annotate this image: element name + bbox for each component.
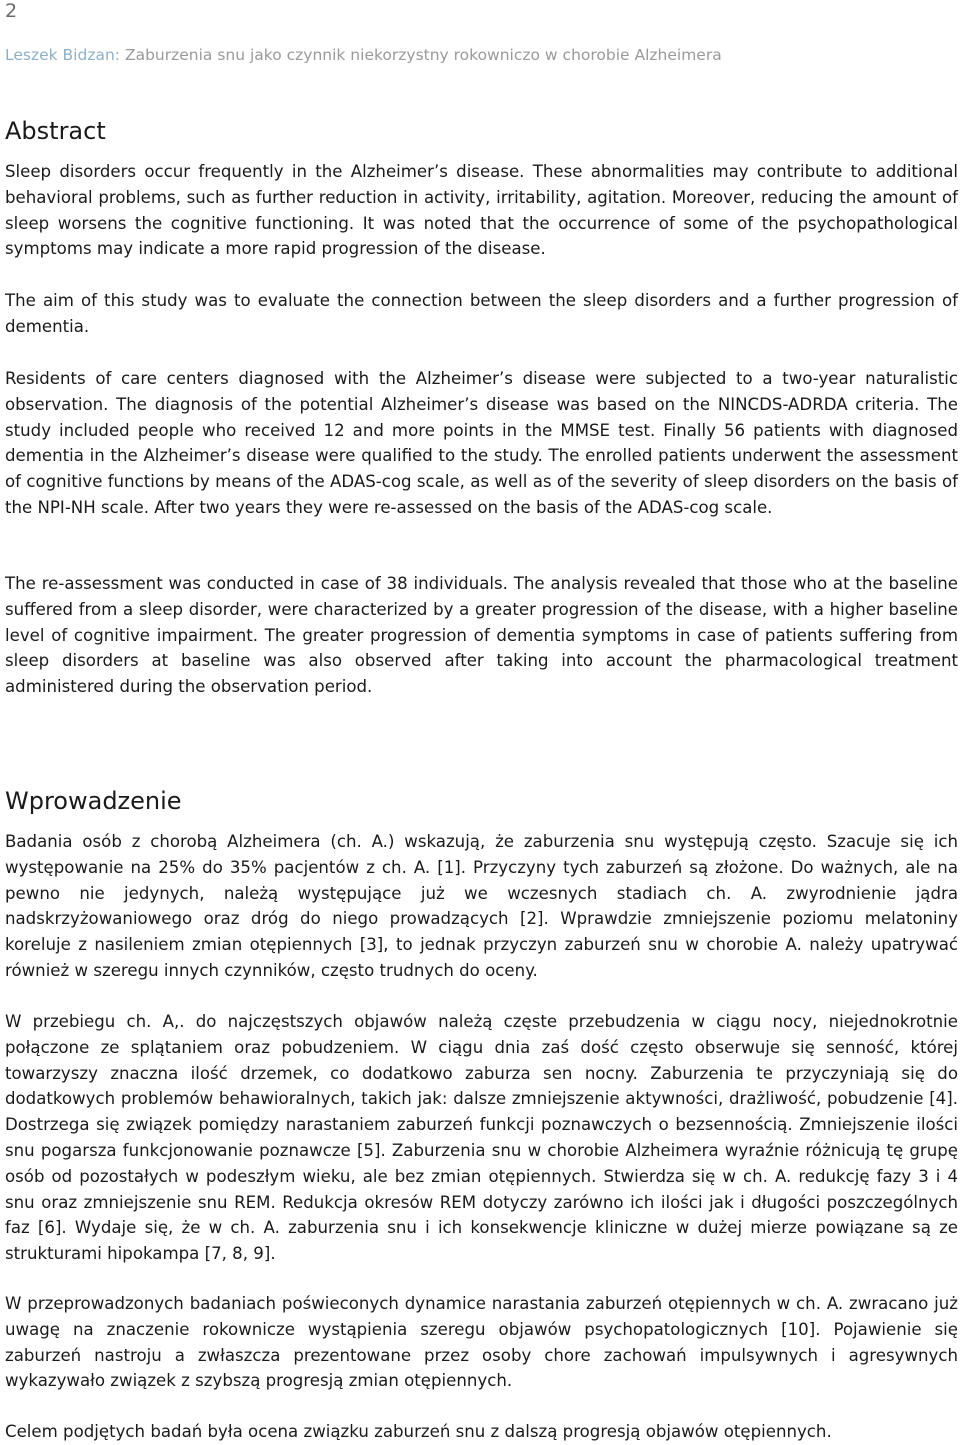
running-header: [5, 45, 722, 65]
intro-paragraph-3: W przeprowadzonych badaniach poświeconych dynamice narastania zaburzeń otępiennych w ch. A. zwracano już uwagę na znaczenie rokownicze wystąpienia szeregu objawów psychopatologicznych [10]. Pojawienie się zaburzeń nastroju a zwłaszcza prezentowane przez osoby chore zachowań impulsywnych i agresywnych wykazywało związek z szybszą progresją zmian otępiennych.: [5, 1294, 958, 1391]
abstract-paragraph-1: Sleep disorders occur frequently in the Alzheimer’s disease. These abnormalities may contribute to additional behavioral problems, such as further reduction in activity, irritability, agitation. Moreover, reducing the amount of sleep worsens the cognitive functioning. It was noted that the occurrence of some of the psychopathological symptoms may indicate a more rapid progression of the disease.: [5, 162, 958, 259]
abstract-heading: Abstract: [5, 117, 106, 145]
abstract-paragraph-2: The aim of this study was to evaluate the connection between the sleep disorders and a further progression of dementia.: [5, 291, 958, 336]
page-number: 2: [5, 0, 18, 22]
intro-paragraph-4: Celem podjętych badań była ocena związku zaburzeń snu z dalszą progresją objawów otępiennych.: [5, 1422, 832, 1441]
header-author: Leszek Bidzan:: [5, 46, 121, 64]
intro-paragraph-1: Badania osób z chorobą Alzheimera (ch. A.) wskazują, że zaburzenia snu występują często. Szacuje się ich występowanie na 25% do 35% pacjentów z ch. A. [1]. Przyczyny tych zaburzeń są złożone. Do ważnych, ale na pewno nie jedynych, należą występujące już we wczesnych stadiach ch. A. zwyrodnienie jądra nadskrzyżowaniowego oraz dróg do niego prowadzących [2]. Wprawdzie zmniejszenie poziomu melatoniny koreluje z nasileniem zmian otępiennych [3], to jednak przyczyn zaburzeń snu w chorobie A. należy upatrywać również w szeregu innych czynników, często trudnych do oceny.: [5, 832, 958, 980]
header-article-title: Zaburzenia snu jako czynnik niekorzystny rokowniczo w chorobie Alzheimera: [124, 46, 722, 64]
abstract-paragraph-3: Residents of care centers diagnosed with the Alzheimer’s disease were subjected to a two-year naturalistic observation. The diagnosis of the potential Alzheimer’s disease was based on the NINCDS-ADRDA criteria. The study included people who received 12 and more points in the MMSE test. Finally 56 patients with diagnosed dementia in the Alzheimer’s disease were qualified to the study. The enrolled patients underwent the assessment of cognitive functions by means of the ADAS-cog scale, as well as of the severity of sleep disorders on the basis of the NPI-NH scale. After two years they were re-assessed on the basis of the ADAS-cog scale.: [5, 369, 958, 517]
intro-paragraph-2: W przebiegu ch. A,. do najczęstszych objawów należą częste przebudzenia w ciągu nocy, niejednokrotnie połączone ze splątaniem oraz pobudzeniem. W ciągu dnia zaś dość często obserwuje się senność, której towarzyszy znaczna ilość drzemek, co dodatkowo zaburza sen nocny. Zaburzenia te przyczyniają się do dodatkowych problemów behawioralnych, takich jak: dalsze zmniejszenie aktywności, drażliwość, pobudzenie [4]. Dostrzega się związek pomiędzy narastaniem zaburzeń funkcji poznawczych o bezsennością. Zmniejszenie ilości snu pogarsza funkcjonowanie poznawcze [5]. Zaburzenia snu w chorobie Alzheimera wyraźnie różnicują tę grupę osób od pozostałych w podeszłym wieku, ale bez zmian otępiennych. Stwierdza się w ch. A. redukcję fazy 3 i 4 snu oraz zmniejszenie snu REM. Redukcja okresów REM dotyczy zarówno ich ilości jak i długości poszczególnych faz [6]. Wydaje się, że w ch. A. zaburzenia snu i ich konsekwencje kliniczne w dużej mierze powiązane są ze strukturami hipokampa [7, 8, 9].: [5, 1012, 958, 1264]
introduction-heading: Wprowadzenie: [5, 787, 182, 815]
abstract-paragraph-4: The re-assessment was conducted in case of 38 individuals. The analysis revealed that those who at the baseline suffered from a sleep disorder, were characterized by a greater progression of the disease, with a higher baseline level of cognitive impairment. The greater progression of dementia symptoms in case of patients suffering from sleep disorders at baseline was also observed after taking into account the pharmacological treatment administered during the observation period.: [5, 574, 958, 697]
